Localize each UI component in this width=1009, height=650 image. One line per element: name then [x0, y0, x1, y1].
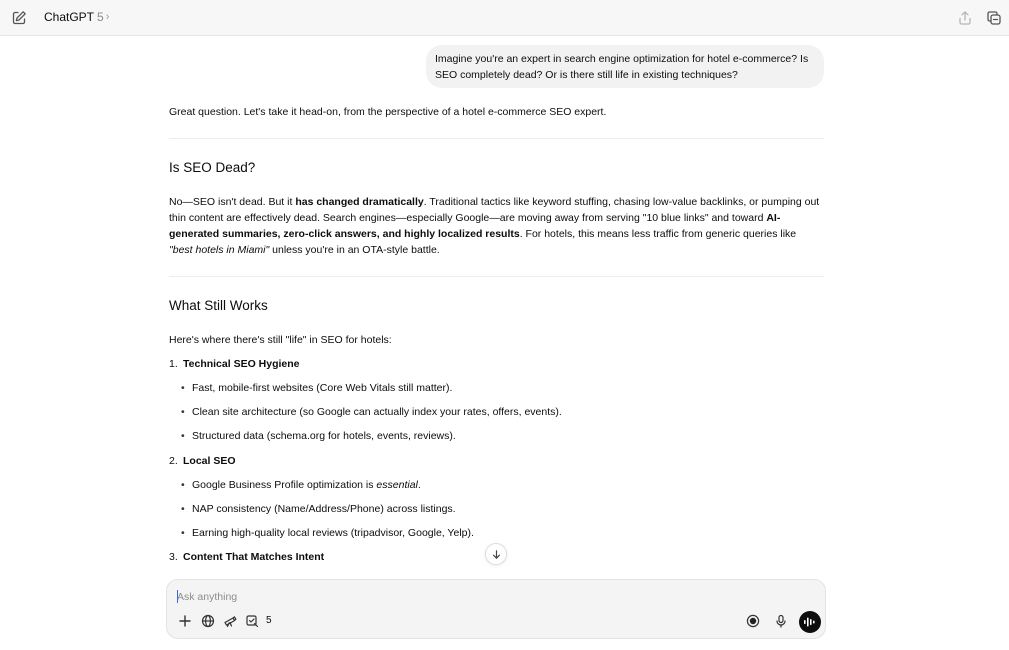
list-item: 2. Local SEO	[169, 455, 236, 467]
voice-mode-icon	[803, 616, 817, 628]
copy-window-icon[interactable]	[985, 9, 1003, 27]
arrow-down-icon	[491, 549, 502, 560]
model-version: 5	[97, 10, 104, 24]
voice-mode-button[interactable]	[799, 611, 821, 633]
bullet-item: • Google Business Profile optimization is essential.	[181, 479, 421, 491]
share-icon[interactable]	[956, 9, 974, 27]
scroll-to-bottom-button[interactable]	[485, 543, 507, 565]
chevron-right-icon: ›	[105, 11, 110, 23]
chat-input[interactable]	[177, 589, 777, 605]
section-heading: Is SEO Dead?	[169, 160, 256, 175]
top-bar	[0, 0, 1009, 36]
section-intro: Here's where there's still "life" in SEO for hotels:	[169, 334, 392, 346]
user-message: Imagine you're an expert in search engine optimization for hotel e-commerce? Is SEO completely dead? Or is there still life in existing techniques?	[426, 45, 824, 88]
bullet-item: • Fast, mobile-first websites (Core Web Vitals still matter).	[181, 382, 453, 394]
composer	[166, 579, 826, 639]
divider	[169, 276, 824, 277]
mic-icon[interactable]	[773, 613, 789, 629]
bullet-item: • Clean site architecture (so Google can actually index your rates, offers, events).	[181, 406, 562, 418]
bullet-item: • Structured data (schema.org for hotels, events, reviews).	[181, 430, 456, 442]
section-heading: What Still Works	[169, 298, 268, 313]
divider	[169, 138, 824, 139]
telescope-icon[interactable]	[222, 613, 238, 629]
section-paragraph: No—SEO isn't dead. But it has changed dramatically. Traditional tactics like keyword stuffing, chasing low-value backlinks, or pumping out thin content are effectively dead. Search engines—especially Google—are moving away from serving "10 blue links" and toward AI-generated summaries, zero-click answers, and highly localized results. For hotels, this means less traffic from generic queries like "best hotels in Miami" unless you're in an OTA-style battle.	[169, 196, 820, 256]
tools-count-badge: 5	[266, 615, 272, 626]
bullet-item: • NAP consistency (Name/Address/Phone) across listings.	[181, 503, 456, 515]
text-caret	[177, 590, 178, 603]
globe-icon[interactable]	[200, 613, 216, 629]
conversation-area[interactable]	[0, 36, 1009, 576]
plus-icon[interactable]	[177, 613, 193, 629]
assistant-intro: Great question. Let's take it head-on, from the perspective of a hotel e-commerce SEO expert.	[169, 106, 607, 118]
record-icon[interactable]	[745, 613, 761, 629]
tools-icon[interactable]	[244, 613, 260, 629]
list-item: 3. Content That Matches Intent	[169, 551, 325, 563]
new-chat-icon[interactable]	[10, 9, 28, 27]
bullet-item: • Earning high-quality local reviews (tripadvisor, Google, Yelp).	[181, 527, 474, 539]
model-name: ChatGPT	[44, 10, 95, 24]
list-item: 1. Technical SEO Hygiene	[169, 358, 300, 370]
model-switcher[interactable]	[44, 10, 109, 24]
